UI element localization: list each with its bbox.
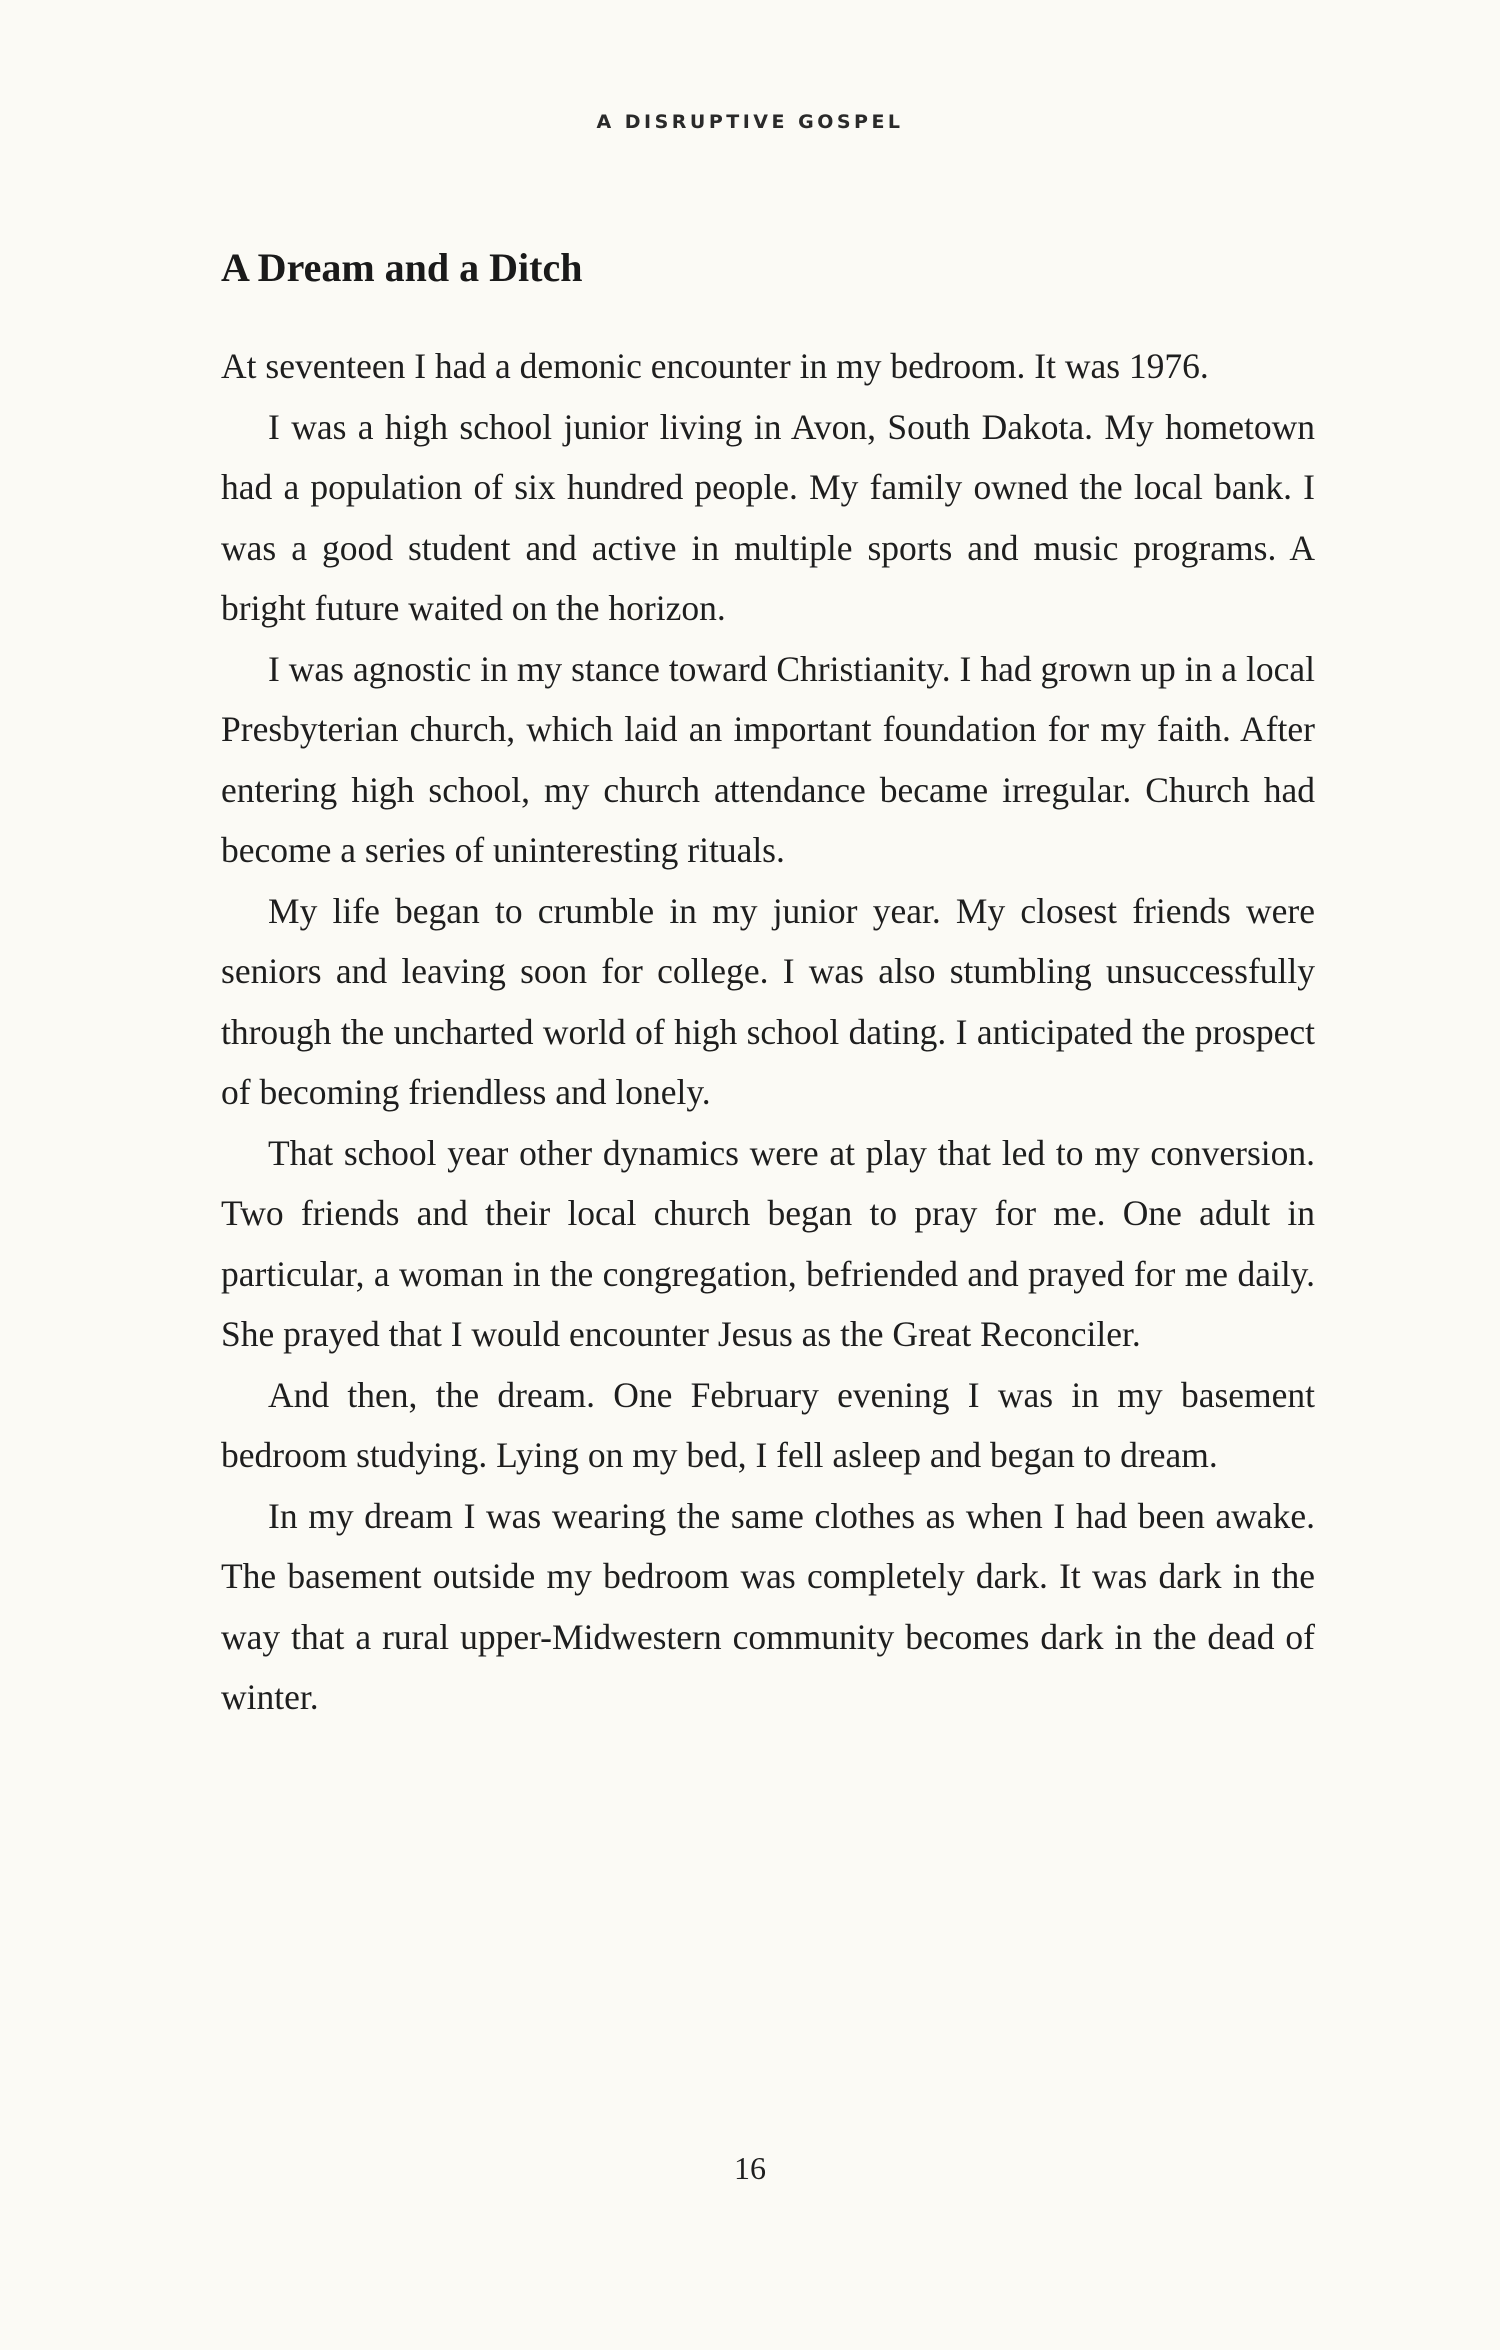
paragraph: At seventeen I had a demonic encounter in my bedroom. It was 1976. xyxy=(221,346,1209,386)
paragraph: I was a high school junior living in Avon, South Dakota. My hometown had a population of six hundred people. My family owned the local bank. I was a good student and active in multiple sports and music programs. A bright future waited on the horizon. xyxy=(221,406,1315,628)
running-header: A DISRUPTIVE GOSPEL xyxy=(596,111,904,133)
paragraph: In my dream I was wearing the same clothes as when I had been awake. The basement outside my bedroom was completely dark. It was dark in the way that a rural upper-Midwestern community becomes dark in the dead of winter. xyxy=(221,1495,1315,1717)
paragraph: My life began to crumble in my junior year. My closest friends were seniors and leaving soon for college. I was also stumbling unsuccessfully through the uncharted world of high school dating. I anticipated the prospect of becoming friendless and lonely. xyxy=(221,890,1315,1112)
paragraph: That school year other dynamics were at play that led to my conversion. Two friends and their local church began to pray for me. One adult in particular, a woman in the congregation, befriended and prayed for me daily. She prayed that I would encounter Jesus as the Great Reconciler. xyxy=(221,1132,1315,1354)
section-heading: A Dream and a Ditch xyxy=(221,245,583,290)
body-text xyxy=(221,336,1315,1728)
paragraph: I was agnostic in my stance toward Christianity. I had grown up in a local Presbyterian church, which laid an important foundation for my faith. After entering high school, my church attendance became irregular. Church had become a series of uninteresting rituals. xyxy=(221,648,1315,870)
page-number: 16 xyxy=(734,2150,766,2186)
paragraph: And then, the dream. One February evening I was in my basement bedroom studying. Lying on my bed, I fell asleep and began to dream. xyxy=(221,1374,1315,1475)
